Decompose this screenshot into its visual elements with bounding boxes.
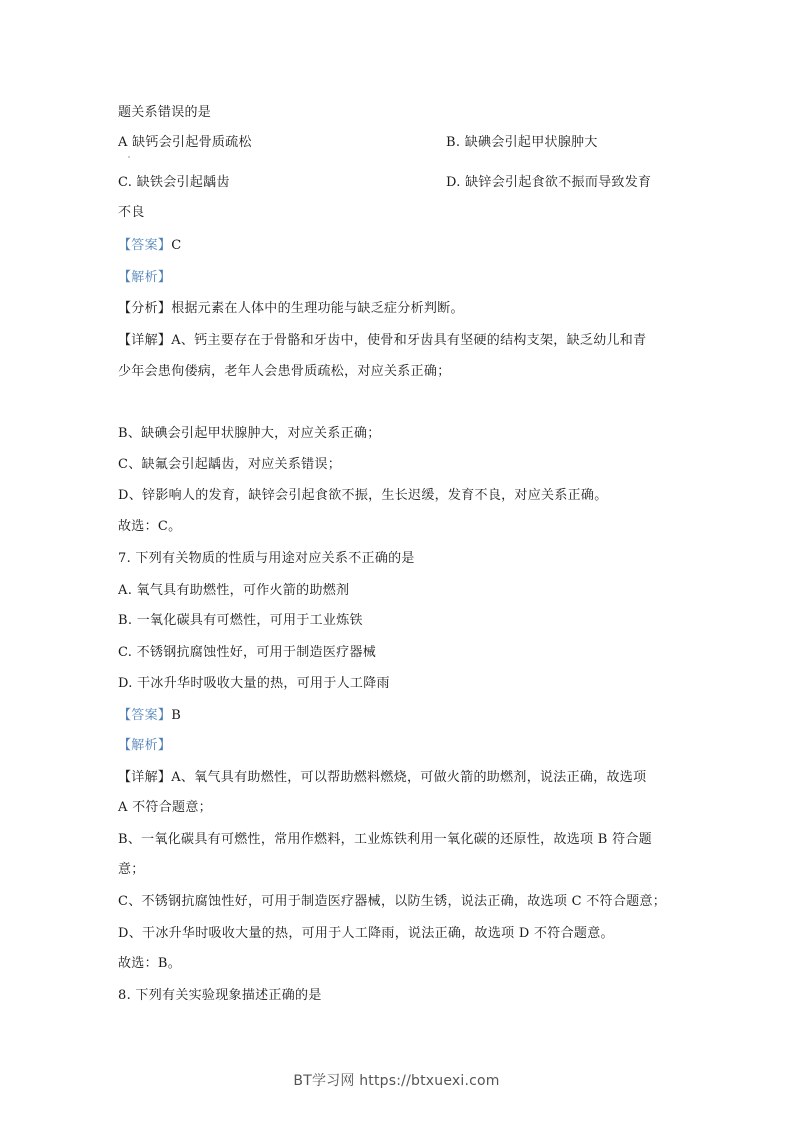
q6-detail-line-2: 少年会患佝偻病，老年人会患骨质疏松，对应关系正确； bbox=[118, 364, 451, 379]
fenxi-text: 根据元素在人体中的生理功能与缺乏症分析判断。 bbox=[171, 301, 464, 316]
q6-fenxi bbox=[118, 300, 464, 318]
q7-detail-line-1 bbox=[118, 769, 646, 787]
detail-label: 【详解】 bbox=[118, 333, 172, 348]
q7-detail-line-4: 意； bbox=[118, 862, 145, 877]
q7-stem: 7. 下列有关物质的性质与用途对应关系不正确的是 bbox=[118, 551, 415, 566]
analysis-label: 【解析】 bbox=[118, 270, 172, 285]
detail-label: 【详解】 bbox=[118, 770, 172, 785]
q7-detail-line-2: A 不符合题意； bbox=[118, 800, 212, 815]
q7-answer bbox=[118, 707, 181, 725]
detail-text: A、氧气具有助燃性，可以帮助燃料燃烧，可做火箭的助燃剂，说法正确，故选项 bbox=[171, 770, 647, 785]
answer-value: C bbox=[171, 238, 182, 253]
answer-label: 【答案】 bbox=[118, 708, 172, 723]
q6-detail-line-1 bbox=[118, 332, 646, 350]
q6-option-b: B. 缺碘会引起甲状腺肿大 bbox=[446, 135, 598, 150]
analysis-label: 【解析】 bbox=[118, 738, 172, 753]
stray-mark bbox=[128, 156, 130, 158]
q6-option-c: C. 缺铁会引起龋齿 bbox=[118, 175, 230, 190]
footer-watermark: BT学习网 https://btxuexi.com bbox=[293, 1073, 500, 1089]
fenxi-label: 【分析】 bbox=[118, 301, 172, 316]
q7-detail-line-6: D、干冰升华时吸收大量的热，可用于人工降雨，说法正确，故选项 D 不符合题意。 bbox=[118, 926, 614, 941]
q6-detail-line-4: C、缺氟会引起龋齿，对应关系错误； bbox=[118, 457, 342, 472]
answer-label: 【答案】 bbox=[118, 238, 172, 253]
answer-value: B bbox=[171, 708, 182, 723]
q7-option-d: D. 干冰升华时吸收大量的热，可用于人工降雨 bbox=[118, 676, 390, 691]
q6-conclusion: 故选：C。 bbox=[118, 519, 182, 534]
q6-analysis-heading bbox=[118, 269, 171, 287]
q6-detail-line-3: B、缺碘会引起甲状腺肿大，对应关系正确； bbox=[118, 426, 381, 441]
q8-stem: 8. 下列有关实验现象描述正确的是 bbox=[118, 988, 322, 1003]
q7-detail-line-5: C、不锈钢抗腐蚀性好，可用于制造医疗器械，以防生锈，说法正确，故选项 C 不符合题意； bbox=[118, 894, 667, 909]
q7-option-c: C. 不锈钢抗腐蚀性好，可用于制造医疗器械 bbox=[118, 645, 377, 660]
q7-option-a: A. 氧气具有助燃性，可作火箭的助燃剂 bbox=[118, 583, 350, 598]
q6-answer bbox=[118, 237, 181, 255]
q6-option-a: A 缺钙会引起骨质疏松 bbox=[118, 135, 252, 150]
q7-analysis-heading bbox=[118, 737, 171, 755]
q6-option-d: D. 缺锌会引起食欲不振而导致发育 bbox=[446, 175, 652, 190]
q6-detail-line-5: D、锌影响人的发育，缺锌会引起食欲不振，生长迟缓，发育不良，对应关系正确。 bbox=[118, 488, 608, 503]
q7-option-b: B. 一氧化碳具有可燃性，可用于工业炼铁 bbox=[118, 613, 363, 628]
q7-conclusion: 故选：B。 bbox=[118, 956, 182, 971]
q7-detail-line-3: B、一氧化碳具有可燃性，常用作燃料，工业炼铁利用一氧化碳的还原性，故选项 B 符合题 bbox=[118, 832, 652, 847]
q6-option-d-continued: 不良 bbox=[118, 205, 145, 220]
detail-text: A、钙主要存在于骨骼和牙齿中，使骨和牙齿具有坚硬的结构支架，缺乏幼儿和青 bbox=[171, 333, 647, 348]
q6-stem-end: 题关系错误的是 bbox=[118, 105, 212, 120]
